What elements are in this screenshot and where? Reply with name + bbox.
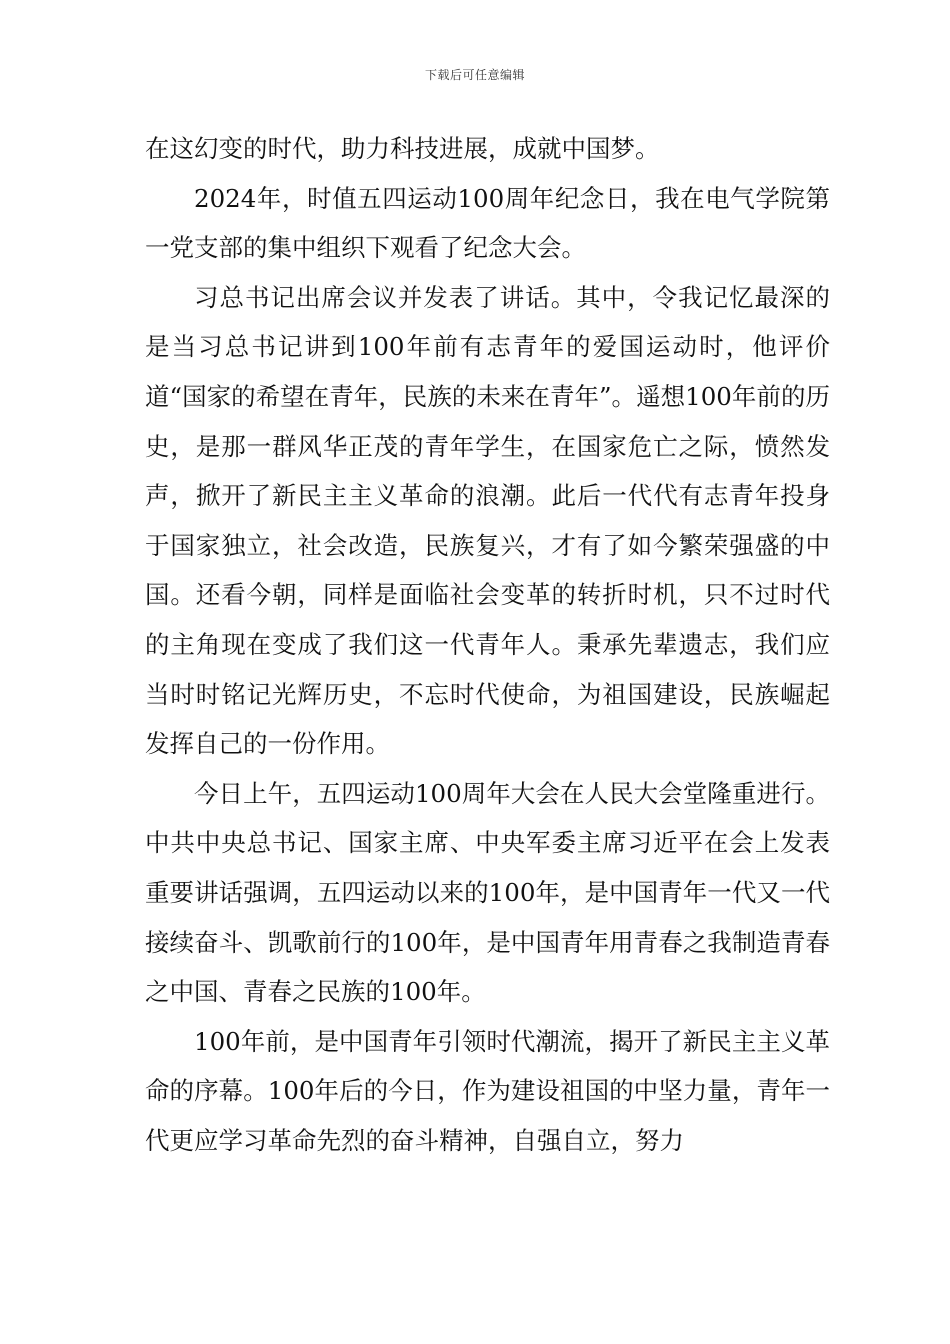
paragraph-4: 今日上午，五四运动100周年大会在人民大会堂隆重进行。中共中央总书记、国家主席、中央军委主席习近平在会上发表重要讲话强调，五四运动以来的100年，是中国青年一代又一代接续奋斗、凯歌前行的100年，是中国青年用青春之我制造青春之中国、青春之民族的100年。 — [145, 778, 830, 1007]
paragraph-1: 在这幻变的时代，助力科技进展，成就中国梦。 — [145, 134, 660, 163]
paragraph-3: 习总书记出席会议并发表了讲话。其中，令我记忆最深的是当习总书记讲到100年前有志青年的爱国运动时，他评价道“国家的希望在青年，民族的未来在青年”。遥想100年前的历史，是那一群风华正茂的青年学生，在国家危亡之际，愤然发声，掀开了新民主主义革命的浪潮。此后一代代有志青年投身于国家独立，社会改造，民族复兴，才有了如今繁荣强盛的中国。还看今朝，同样是面临社会变革的转折时机，只不过时代的主角现在变成了我们这一代青年人。秉承先辈遗志，我们应当时时铭记光辉历史，不忘时代使命，为祖国建设，民族崛起发挥自己的一份作用。 — [145, 282, 830, 759]
page-header: 下载后可任意编辑 — [424, 68, 525, 82]
paragraph-5: 100年前，是中国青年引领时代潮流，揭开了新民主主义革命的序幕。100年后的今日，作为建设祖国的中坚力量，青年一代更应学习革命先烈的奋斗精神，自强自立，努力 — [145, 1026, 830, 1155]
paragraph-2: 2024年，时值五四运动100周年纪念日，我在电气学院第一党支部的集中组织下观看了纪念大会。 — [145, 183, 830, 263]
document-body — [145, 124, 830, 1165]
